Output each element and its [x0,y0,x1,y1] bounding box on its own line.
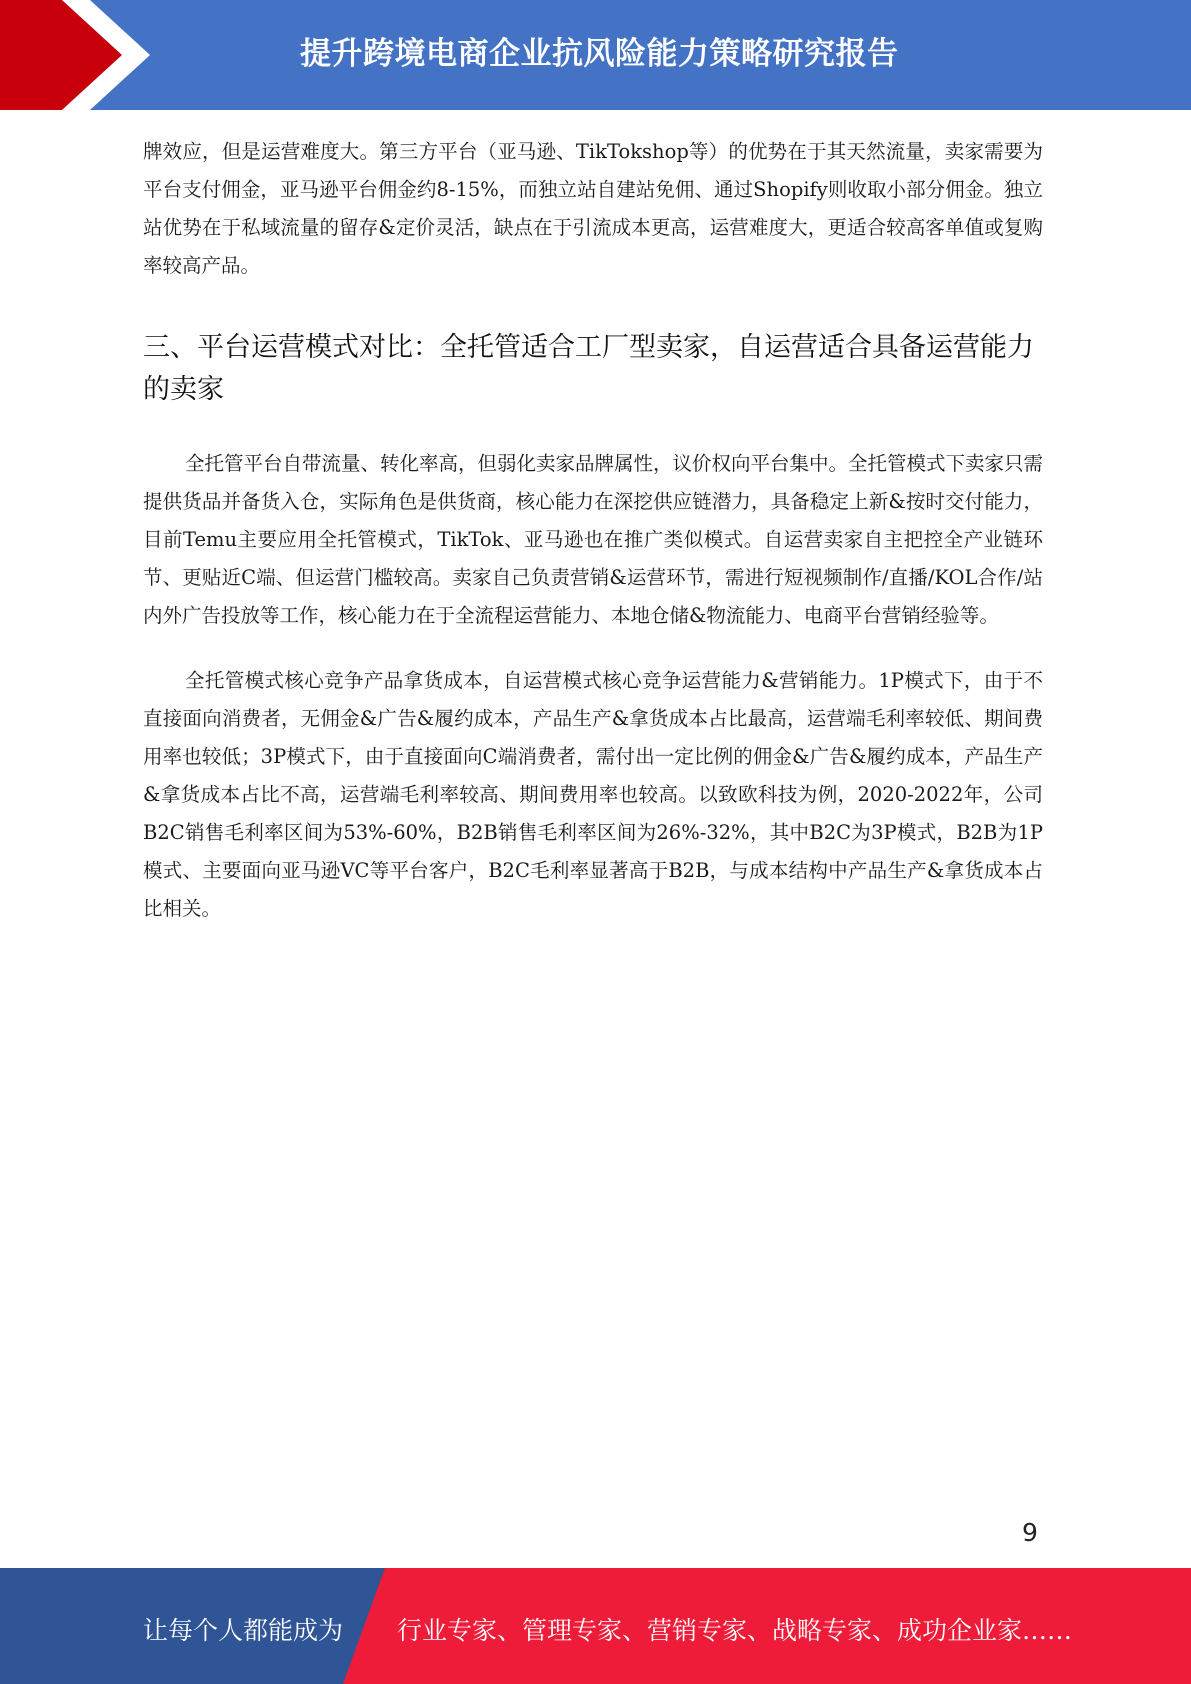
body-paragraph-2: 全托管模式核心竞争产品拿货成本，自运营模式核心竞争运营能力&营销能力。1P模式下，由于不直接面向消费者，无佣金&广告&履约成本，产品生产&拿货成本占比最高，运营端毛利率较低、期间费用率也较低；3P模式下，由于直接面向C端消费者，需付出一定比例的佣金&广告&履约成本，产品生产&拿货成本占比不高，运营端毛利率较高、期间费用率也较高。以致欧科技为例，2020-2022年，公司B2C销售毛利率区间为53%-60%，B2B销售毛利率区间为26%-32%，其中B2C为3P模式，B2B为1P模式、主要面向亚马逊VC等平台客户，B2C毛利率显著高于B2B，与成本结构中产品生产&拿货成本占比相关。 [143,669,1043,920]
page-footer [0,1568,1191,1684]
page-content [143,133,1043,928]
footer-slogan-left: 让每个人都能成为 [143,1616,344,1645]
page-number: 9 [1022,1518,1038,1547]
page-header [0,0,1191,110]
intro-paragraph: 牌效应，但是运营难度大。第三方平台（亚马逊、TikTokshop等）的优势在于其天然流量，卖家需要为平台支付佣金，亚马逊平台佣金约8-15%，而独立站自建站免佣、通过Shopify则收取小部分佣金。独立站优势在于私域流量的留存&定价灵活，缺点在于引流成本更高，运营难度大，更适合较高客单值或复购率较高产品。 [143,140,1043,277]
body-paragraph-1: 全托管平台自带流量、转化率高，但弱化卖家品牌属性，议价权向平台集中。全托管模式下卖家只需提供货品并备货入仓，实际角色是供货商，核心能力在深挖供应链潜力，具备稳定上新&按时交付能力，目前Temu主要应用全托管模式，TikTok、亚马逊也在推广类似模式。自运营卖家自主把控全产业链环节、更贴近C端、但运营门槛较高。卖家自己负责营销&运营环节，需进行短视频制作/直播/KOL合作/站内外广告投放等工作，核心能力在于全流程运营能力、本地仓储&物流能力、电商平台营销经验等。 [143,452,1044,627]
header-title: 提升跨境电商企业抗风险能力策略研究报告 [300,36,899,72]
section-heading: 三、平台运营模式对比：全托管适合工厂型卖家，自运营适合具备运营能力的卖家 [143,332,1034,405]
footer-slogan-right: 行业专家、管理专家、营销专家、战略专家、成功企业家…… [397,1616,1073,1645]
header-arrow-decoration [0,0,160,110]
